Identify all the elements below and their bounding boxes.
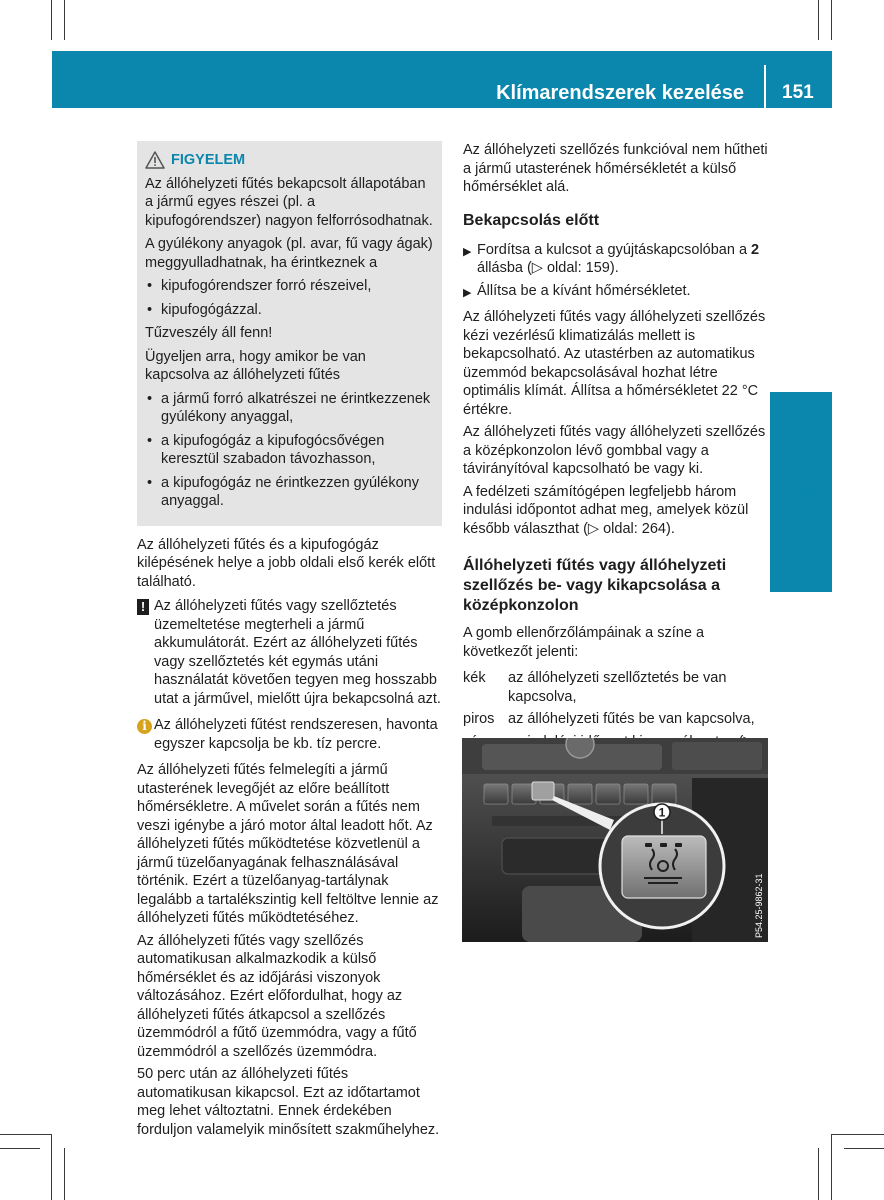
figure-code: P54.25-9862-31: [754, 873, 764, 938]
bullet-item: • kipufogórendszer forró részeivel,: [147, 278, 372, 294]
section-heading: Állóhelyzeti fűtés vagy állóhelyzeti szellőzés be- vagy kikapcsolása a középkonzolon: [463, 557, 727, 614]
warning-triangle-icon: [145, 151, 165, 169]
page-number: 151: [782, 82, 814, 103]
body-paragraph: Az állóhelyzeti fűtés vagy állóhelyzeti szellőzés a középkonzolon lévő gombbal vagy a távirányítóval kapcsolható be vagy ki.: [463, 424, 766, 477]
header-divider: [764, 65, 766, 108]
bullet-text: a kipufogógáz ne érintkezzen gyúlékony anyaggal.: [161, 474, 419, 509]
warning-title: FIGYELEM: [171, 152, 246, 168]
arrow-right-icon: ▶: [463, 245, 472, 258]
body-paragraph: Az állóhelyzeti fűtés vagy szellőzés automatikusan alkalmazkodik a külső hőmérséklet és az időjárási viszonyok változásához. Ezért előfordulhat, hogy az állóhelyzeti fűtés átkapcsol a szellőzés üzemmódról a fűtő üzemmódra, vagy a fűtő üzemmódról a szellőzés üzemmódra.: [137, 932, 417, 1060]
environment-note: [137, 597, 442, 708]
crop-mark: [64, 1148, 65, 1200]
instruction-step: [463, 282, 769, 303]
definition-desc: az állóhelyzeti fűtés be van kapcsolva,: [508, 711, 755, 727]
bullet-text: kipufogógázzal.: [161, 301, 262, 318]
bullet-item: • a jármű forró alkatrészei ne érintkezzenek gyúlékony anyaggal,: [145, 390, 434, 427]
note-text: Az állóhelyzeti fűtés vagy szellőztetés üzemeltetése megterheli a jármű akkumulátorát. Ezért az állóhelyzeti fűtés vagy szellőztetés két egymás utáni használatát követően tegyen meg hosszabb utat a járművel, mielőtt újra bekapcsolná azt.: [154, 598, 441, 707]
warning-paragraph: Ügyeljen arra, hogy amikor be van kapcsolva az állóhelyzeti fűtés: [145, 348, 366, 383]
note-text: Az állóhelyzeti fűtést rendszeresen, havonta egyszer kapcsolja be kb. tíz percre.: [154, 717, 438, 752]
crop-mark: [51, 1134, 52, 1200]
right-column: [463, 141, 769, 774]
callout-number: 1: [658, 805, 666, 820]
console-illustration: [462, 738, 768, 942]
warning-header: [145, 151, 434, 170]
bullet-text: kipufogórendszer forró részeivel,: [161, 278, 372, 294]
crop-mark: [51, 0, 52, 40]
page-header: [52, 51, 832, 108]
info-icon: i: [137, 719, 152, 734]
bullet-text: a kipufogógáz a kipufogócsővégen keresztül szabadon távozhasson,: [161, 432, 385, 467]
definition-row: [463, 710, 769, 729]
info-note: [137, 716, 442, 753]
crop-mark: [64, 0, 65, 40]
warning-paragraph: Tűzveszély áll fenn!: [145, 325, 273, 341]
body-paragraph: Az állóhelyzeti szellőzés funkcióval nem hűtheti a jármű utasterének hőmérsékletét a külső hőmérséklet alá.: [463, 142, 768, 195]
definition-desc: az állóhelyzeti szellőztetés be van kapcsolva,: [508, 670, 727, 705]
exclamation-icon: !: [137, 599, 149, 615]
crop-mark: [844, 1148, 884, 1149]
crop-mark: [831, 1134, 884, 1135]
step-text: Állítsa be a kívánt hőmérsékletet.: [477, 282, 691, 299]
bullet-item: • kipufogógázzal.: [147, 301, 262, 318]
body-paragraph: A fedélzeti számítógépen legfeljebb három indulási időpontot adhat meg, amelyek közül később választhat (▷ oldal: 264).: [463, 483, 749, 537]
instruction-step: [463, 241, 769, 278]
definition-term: kék: [463, 670, 486, 686]
warning-paragraph: Az állóhelyzeti fűtés bekapcsolt állapotában a jármű egyes részei (pl. a kipufogórendszer) nagyon felforrósodhatnak.: [145, 175, 433, 229]
crop-mark: [818, 0, 819, 40]
crop-mark: [831, 1134, 832, 1200]
bullet-item: • a kipufogógáz a kipufogócsővégen keresztül szabadon távozhasson,: [145, 432, 434, 469]
bullet-text: a jármű forró alkatrészei ne érintkezzenek gyúlékony anyaggal,: [161, 390, 431, 425]
warning-box: [137, 141, 442, 526]
definition-row: [463, 669, 769, 706]
definition-term: piros: [463, 711, 495, 727]
bullet-item: • a kipufogógáz ne érintkezzen gyúlékony anyaggal.: [145, 474, 434, 511]
crop-mark: [818, 1148, 819, 1200]
left-column: [137, 141, 442, 1143]
body-paragraph: Az állóhelyzeti fűtés vagy állóhelyzeti szellőzés kézi vezérlésű klimatizálás mellett is bekapcsolható. Az utastérben az automatikus üzemmód bekapcsolásával hozhat létre optimális klímát. Állítsa a hőmérsékletet 22 °C értékre.: [463, 309, 766, 418]
section-heading: Bekapcsolás előtt: [463, 211, 600, 229]
arrow-right-icon: ▶: [463, 286, 472, 299]
body-paragraph: A gomb ellenőrzőlámpáinak a színe a következőt jelenti:: [463, 625, 705, 660]
body-paragraph: Az állóhelyzeti fűtés és a kipufogógáz kilépésének helye a jobb oldali első kerék előtt található.: [137, 536, 436, 590]
center-console-photo: [462, 738, 768, 942]
crop-mark: [831, 0, 832, 40]
crop-mark: [0, 1148, 40, 1149]
crop-mark: [0, 1134, 51, 1135]
body-paragraph: 50 perc után az állóhelyzeti fűtés automatikusan kikapcsol. Ezt az időtartamot meg lehet változtatni. Ennek érdekében forduljon valamelyik minősített szakműhelyhez.: [137, 1066, 440, 1138]
warning-paragraph: A gyúlékony anyagok (pl. avar, fű vagy ágak) meggyulladhatnak, ha érintkeznek a: [145, 236, 433, 271]
body-paragraph: Az állóhelyzeti fűtés felmelegíti a jármű utasterének levegőjét az előre beállított hőmérsékletre. A művelet során a fűtés nem veszi igénybe a járó motor által leadott hőt. Az állóhelyzeti fűtés működtetése közvetlenül a jármű tüzelőanyagának felhasználásával történik. Ezért a tüzelőanyag-tartálynak legalább a tartalékszintig kell feltöltve lennie az állóhelyzeti fűtés működtetéséhez.: [137, 762, 439, 926]
chapter-tab-label: Klimatizálás: [787, 452, 812, 580]
step-text: Fordítsa a kulcsot a gyújtáskapcsolóban a 2 állásba (▷ oldal: 159).: [477, 241, 760, 276]
section-title: Klímarendszerek kezelése: [496, 82, 744, 104]
